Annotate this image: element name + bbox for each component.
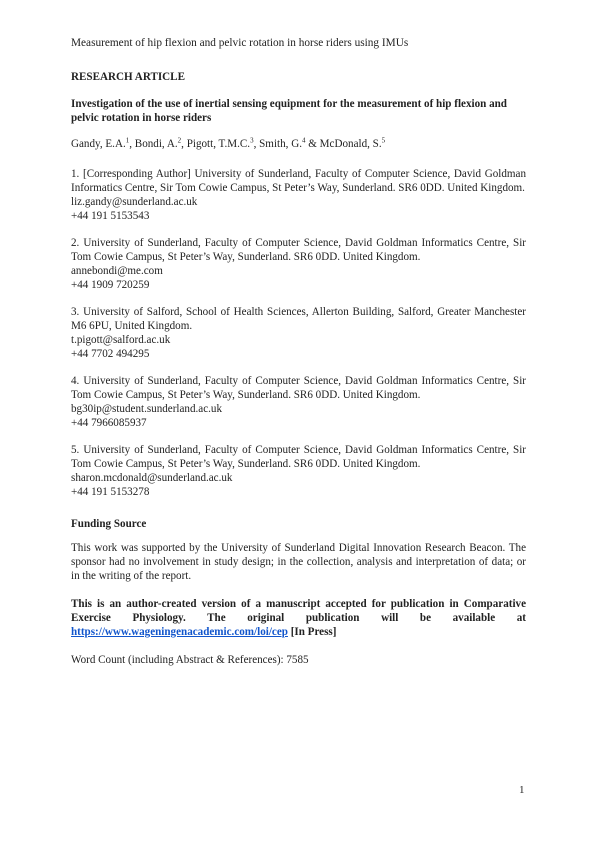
author-list	[71, 137, 526, 151]
affiliation-phone: +44 191 5153278	[71, 486, 150, 498]
affiliation-phone: +44 191 5153543	[71, 210, 150, 222]
journal-link[interactable]: https://www.wageningenacademic.com/loi/cep	[71, 626, 288, 638]
affiliation-1	[71, 167, 526, 223]
publication-notice: This is an author-created version of a manuscript accepted for publication in Comparative Exercise Physiology. The original publication will be available at https://www.wageningenacademic.com/loi/cep [In Press]	[71, 598, 526, 638]
affiliation-4	[71, 374, 526, 430]
affiliation-3	[71, 305, 526, 361]
author: McDonald, S.$^5$	[319, 136, 386, 150]
author: Gandy, E.A.$^1$,	[71, 136, 135, 150]
running-header: Measurement of hip flexion and pelvic rotation in horse riders using IMUs	[71, 37, 409, 49]
affiliation-phone: +44 1909 720259	[71, 279, 150, 291]
word-count: Word Count (including Abstract & References): 7585	[71, 654, 309, 666]
affiliation-address: 5. University of Sunderland, Faculty of Computer Science, David Goldman Informatics Centre, Sir Tom Cowie Campus, St Peter’s Way, Sunderland. SR6 0DD. United Kingdom.	[71, 444, 526, 470]
author: Pigott, T.M.C.$^3$,	[186, 136, 260, 150]
article-type: RESEARCH ARTICLE	[71, 71, 185, 83]
affiliation-email: sharon.mcdonald@sunderland.ac.uk	[71, 472, 233, 484]
funding-heading: Funding Source	[71, 518, 147, 530]
affiliation-phone: +44 7702 494295	[71, 348, 150, 360]
affiliation-address: 2. University of Sunderland, Faculty of Computer Science, David Goldman Informatics Centre, Sir Tom Cowie Campus, St Peter’s Way, Sunderland. SR6 0DD. United Kingdom.	[71, 237, 526, 263]
affiliation-email: bg30ip@student.sunderland.ac.uk	[71, 403, 223, 415]
affiliation-email: liz.gandy@sunderland.ac.uk	[71, 196, 198, 208]
paper-title: Investigation of the use of inertial sensing equipment for the measurement of hip flexion and pelvic rotation in horse riders	[71, 98, 507, 124]
affiliation-address: 3. University of Salford, School of Health Sciences, Allerton Building, Salford, Greater Manchester M6 6PU, United Kingdom.	[71, 306, 526, 332]
funding-text: This work was supported by the University of Sunderland Digital Innovation Research Beacon. The sponsor had no involvement in study design; in the collection, analysis and interpretation of data; or in the writing of the report.	[71, 542, 526, 582]
affiliation-address: 4. University of Sunderland, Faculty of Computer Science, David Goldman Informatics Centre, Sir Tom Cowie Campus, St Peter’s Way, Sunderland. SR6 0DD. United Kingdom.	[71, 375, 526, 401]
affiliation-email: annebondi@me.com	[71, 265, 163, 277]
affiliation-5	[71, 443, 526, 499]
page-number: 1	[519, 784, 525, 796]
author: Smith, G.$^4$ &	[259, 136, 320, 150]
affiliation-address: 1. [Corresponding Author] University of Sunderland, Faculty of Computer Science, David Goldman Informatics Centre, Sir Tom Cowie Campus, St Peter’s Way, Sunderland. SR6 0DD. United Kingdom.	[71, 168, 526, 194]
affiliation-phone: +44 7966085937	[71, 417, 147, 429]
author: Bondi, A.$^2$,	[134, 136, 187, 150]
main-content	[71, 70, 526, 667]
affiliation-email: t.pigott@salford.ac.uk	[71, 334, 171, 346]
affiliation-2	[71, 236, 526, 292]
